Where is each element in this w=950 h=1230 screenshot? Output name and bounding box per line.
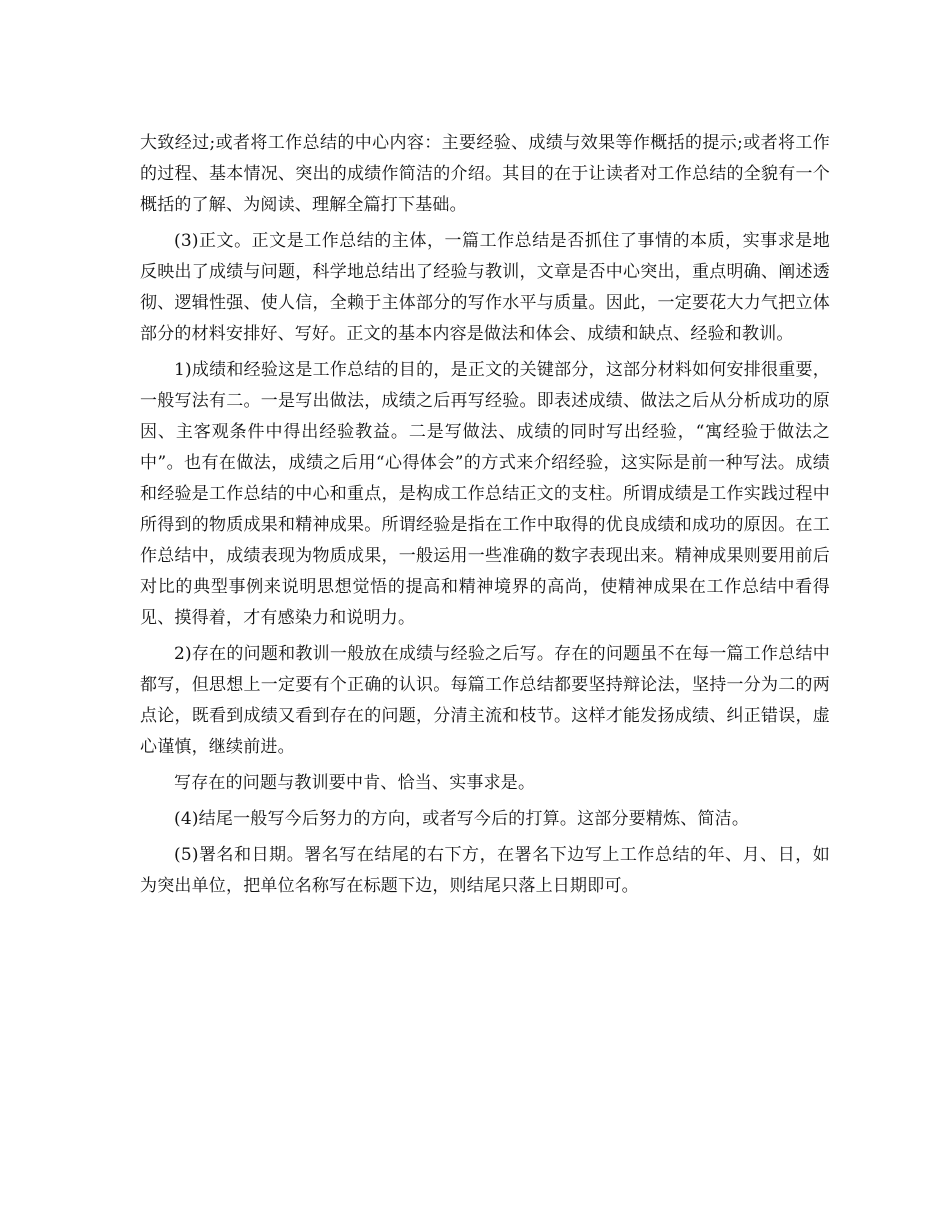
paragraph-problems-lessons: 2)存在的问题和教训一般放在成绩与经验之后写。存在的问题虽不在每一篇工作总结中都写，但思想上一定要有个正确的认识。每篇工作总结都要坚持辩论法，坚持一分为二的两点论，既看到成绩又看到存在的问题，分清主流和枝节。这样才能发扬成绩、纠正错误，虚心谨慎，继续前进。 bbox=[140, 644, 830, 757]
paragraph-signature-date: (5)署名和日期。署名写在结尾的右下方，在署名下边写上工作总结的年、月、日，如为突出单位，把单位名称写在标题下边，则结尾只落上日期即可。 bbox=[140, 845, 830, 896]
paragraph-achievements-experience: 1)成绩和经验这是工作总结的目的，是正文的关键部分，这部分材料如何安排很重要，一般写法有二。一是写出做法，成绩之后再写经验。即表述成绩、做法之后从分析成功的原因、主客观条件中得出经验教益。二是写做法、成绩的同时写出经验，“寓经验于做法之中”。也有在做法，成绩之后用“心得体会”的方式来介绍经验，这实际是前一种写法。成绩和经验是工作总结的中心和重点，是构成工作总结正文的支柱。所谓成绩是工作实践过程中所得到的物质成果和精神成果。所谓经验是指在工作中取得的优良成绩和成功的原因。在工作总结中，成绩表现为物质成果，一般运用一些准确的数字表现出来。精神成果则要用前后对比的典型事例来说明思想觉悟的提高和精神境界的高尚，使精神成果在工作总结中看得见、摸得着，才有感染力和说明力。 bbox=[140, 360, 830, 628]
paragraph-ending: (4)结尾一般写今后努力的方向，或者写今后的打算。这部分要精炼、简洁。 bbox=[174, 809, 750, 829]
paragraph-problems-guidance: 写存在的问题与教训要中肯、恰当、实事求是。 bbox=[174, 773, 536, 793]
paragraph-main-body: (3)正文。正文是工作总结的主体，一篇工作总结是否抓住了事情的本质，实事求是地反映出了成绩与问题，科学地总结出了经验与教训，文章是否中心突出，重点明确、阐述透彻、逻辑性强、使人信，全赖于主体部分的写作水平与质量。因此，一定要花大力气把立体部分的材料安排好、写好。正文的基本内容是做法和体会、成绩和缺点、经验和教训。 bbox=[140, 231, 830, 344]
paragraph-intro-continuation: 大致经过;或者将工作总结的中心内容：主要经验、成绩与效果等作概括的提示;或者将工作的过程、基本情况、突出的成绩作简洁的介绍。其目的在于让读者对工作总结的全貌有一个概括的了解、为阅读、理解全篇打下基础。 bbox=[140, 133, 830, 215]
document-body bbox=[140, 128, 830, 907]
